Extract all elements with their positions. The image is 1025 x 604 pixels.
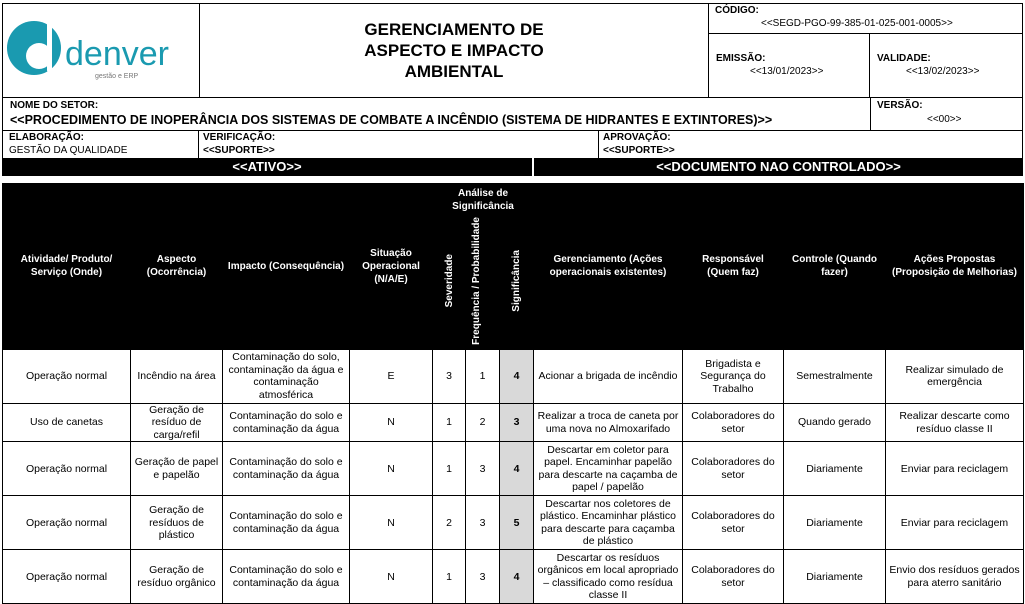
cell-severidade: 1: [433, 550, 466, 604]
denver-logo-icon: [3, 4, 198, 97]
col-analise: Análise de Significância: [433, 184, 534, 217]
cell-gerenciamento: Descartar em coletor para papel. Encaminhar papelão para descarte na caçamba de papel / papelão: [534, 442, 683, 496]
col-responsavel: Responsável (Quem faz): [683, 184, 784, 350]
cell-significancia: 3: [500, 403, 534, 442]
col-severidade: Severidade: [443, 254, 455, 308]
verificacao-cell: [199, 131, 599, 158]
verificacao-value: <<SUPORTE>>: [203, 145, 275, 156]
table-row: [3, 403, 1024, 442]
setor-value: <<PROCEDIMENTO DE INOPERÂNCIA DOS SISTEMAS DE COMBATE A INCÊNDIO (SISTEMA DE HIDRANTES E EXTINTORES)>>: [10, 113, 773, 127]
elaboracao-cell: [2, 131, 199, 158]
cell-atividade: Operação normal: [3, 496, 131, 550]
cell-responsavel: Colaboradores do setor: [683, 442, 784, 496]
cell-impacto: Contaminação do solo e contaminação da água: [223, 403, 350, 442]
logo-text: denver: [65, 35, 169, 73]
cell-severidade: 1: [433, 403, 466, 442]
cell-impacto: Contaminação do solo, contaminação da água e contaminação atmosférica: [223, 349, 350, 403]
emissao-cell: [709, 34, 870, 98]
table-row: [3, 550, 1024, 604]
cell-atividade: Operação normal: [3, 349, 131, 403]
cell-impacto: Contaminação do solo e contaminação da água: [223, 442, 350, 496]
col-aspecto: Aspecto (Ocorrência): [131, 184, 223, 350]
validade-label: VALIDADE:: [877, 53, 931, 64]
emissao-label: EMISSÃO:: [716, 53, 766, 64]
cell-atividade: Operação normal: [3, 442, 131, 496]
cell-frequencia: 3: [466, 496, 500, 550]
elaboracao-label: ELABORAÇÃO:: [9, 132, 84, 143]
col-acoes: Ações Propostas (Proposição de Melhorias): [886, 184, 1024, 350]
validade-value: <<13/02/2023>>: [906, 66, 980, 77]
cell-controle: Diariamente: [784, 550, 886, 604]
cell-severidade: 2: [433, 496, 466, 550]
document-title: GERENCIAMENTO DE ASPECTO E IMPACTO AMBIENTAL: [364, 20, 544, 81]
status-document-bar: <<DOCUMENTO NAO CONTROLADO>>: [534, 158, 1023, 176]
status-ativo-bar: <<ATIVO>>: [2, 158, 532, 176]
cell-acoes: Realizar simulado de emergência: [886, 349, 1024, 403]
emissao-value: <<13/01/2023>>: [750, 66, 824, 77]
cell-atividade: Uso de canetas: [3, 403, 131, 442]
cell-controle: Diariamente: [784, 496, 886, 550]
cell-acoes: Realizar descarte como resíduo classe II: [886, 403, 1024, 442]
cell-controle: Diariamente: [784, 442, 886, 496]
table-row: [3, 349, 1024, 403]
cell-impacto: Contaminação do solo e contaminação da água: [223, 550, 350, 604]
codigo-value: <<SEGD-PGO-99-385-01-025-001-0005>>: [761, 18, 953, 29]
codigo-cell: [709, 3, 1023, 34]
cell-significancia: 4: [500, 550, 534, 604]
cell-gerenciamento: Descartar os resíduos orgânicos em local apropriado – classificado como resídua classe II: [534, 550, 683, 604]
cell-aspecto: Geração de resíduo de carga/refil: [131, 403, 223, 442]
cell-gerenciamento: Descartar nos coletores de plástico. Encaminhar plástico para descarte para caçamba de plástico: [534, 496, 683, 550]
table-row: [3, 496, 1024, 550]
setor-cell: [2, 98, 870, 131]
cell-gerenciamento: Acionar a brigada de incêndio: [534, 349, 683, 403]
cell-responsavel: Colaboradores do setor: [683, 496, 784, 550]
table-row: [3, 442, 1024, 496]
cell-severidade: 1: [433, 442, 466, 496]
col-gerenciamento: Gerenciamento (Ações operacionais existentes): [534, 184, 683, 350]
cell-situacao: N: [350, 550, 433, 604]
versao-cell: [870, 98, 1023, 131]
logo-tagline: gestão e ERP: [95, 73, 139, 80]
elaboracao-value: GESTÃO DA QUALIDADE: [9, 145, 128, 156]
cell-gerenciamento: Realizar a troca de caneta por uma nova no Almoxarifado: [534, 403, 683, 442]
cell-responsavel: Colaboradores do setor: [683, 550, 784, 604]
cell-aspecto: Geração de resíduo orgânico: [131, 550, 223, 604]
cell-atividade: Operação normal: [3, 550, 131, 604]
cell-responsavel: Brigadista e Segurança do Trabalho: [683, 349, 784, 403]
cell-frequencia: 3: [466, 442, 500, 496]
cell-impacto: Contaminação do solo e contaminação da água: [223, 496, 350, 550]
cell-situacao: N: [350, 496, 433, 550]
col-situacao: Situação Operacional (N/A/E): [350, 184, 433, 350]
codigo-label: CÓDIGO:: [715, 5, 759, 16]
setor-label: NOME DO SETOR:: [10, 100, 99, 111]
cell-significancia: 4: [500, 442, 534, 496]
col-atividade: Atividade/ Produto/ Serviço (Onde): [3, 184, 131, 350]
cell-severidade: 3: [433, 349, 466, 403]
aprovacao-label: APROVAÇÃO:: [603, 132, 671, 143]
document-title-cell: [199, 3, 709, 98]
versao-label: VERSÃO:: [877, 100, 923, 111]
cell-situacao: E: [350, 349, 433, 403]
cell-significancia: 5: [500, 496, 534, 550]
cell-frequencia: 1: [466, 349, 500, 403]
aprovacao-value: <<SUPORTE>>: [603, 145, 675, 156]
col-frequencia: Frequência / Probabilidade: [470, 217, 482, 345]
col-controle: Controle (Quando fazer): [784, 184, 886, 350]
cell-aspecto: Incêndio na área: [131, 349, 223, 403]
verificacao-label: VERIFICAÇÃO:: [203, 132, 276, 143]
cell-acoes: Enviar para reciclagem: [886, 442, 1024, 496]
cell-significancia: 4: [500, 349, 534, 403]
aspect-impact-table: [2, 183, 1024, 604]
cell-aspecto: Geração de papel e papelão: [131, 442, 223, 496]
col-significancia: Significância: [511, 250, 522, 312]
col-impacto: Impacto (Consequência): [223, 184, 350, 350]
cell-aspecto: Geração de resíduos de plástico: [131, 496, 223, 550]
company-logo: [2, 3, 199, 98]
cell-frequencia: 3: [466, 550, 500, 604]
validade-cell: [870, 34, 1023, 98]
cell-acoes: Envio dos resíduos gerados para aterro sanitário: [886, 550, 1024, 604]
cell-situacao: N: [350, 403, 433, 442]
cell-controle: Semestralmente: [784, 349, 886, 403]
cell-frequencia: 2: [466, 403, 500, 442]
aprovacao-cell: [599, 131, 1023, 158]
cell-responsavel: Colaboradores do setor: [683, 403, 784, 442]
versao-value: <<00>>: [927, 114, 962, 125]
cell-situacao: N: [350, 442, 433, 496]
cell-controle: Quando gerado: [784, 403, 886, 442]
cell-acoes: Enviar para reciclagem: [886, 496, 1024, 550]
